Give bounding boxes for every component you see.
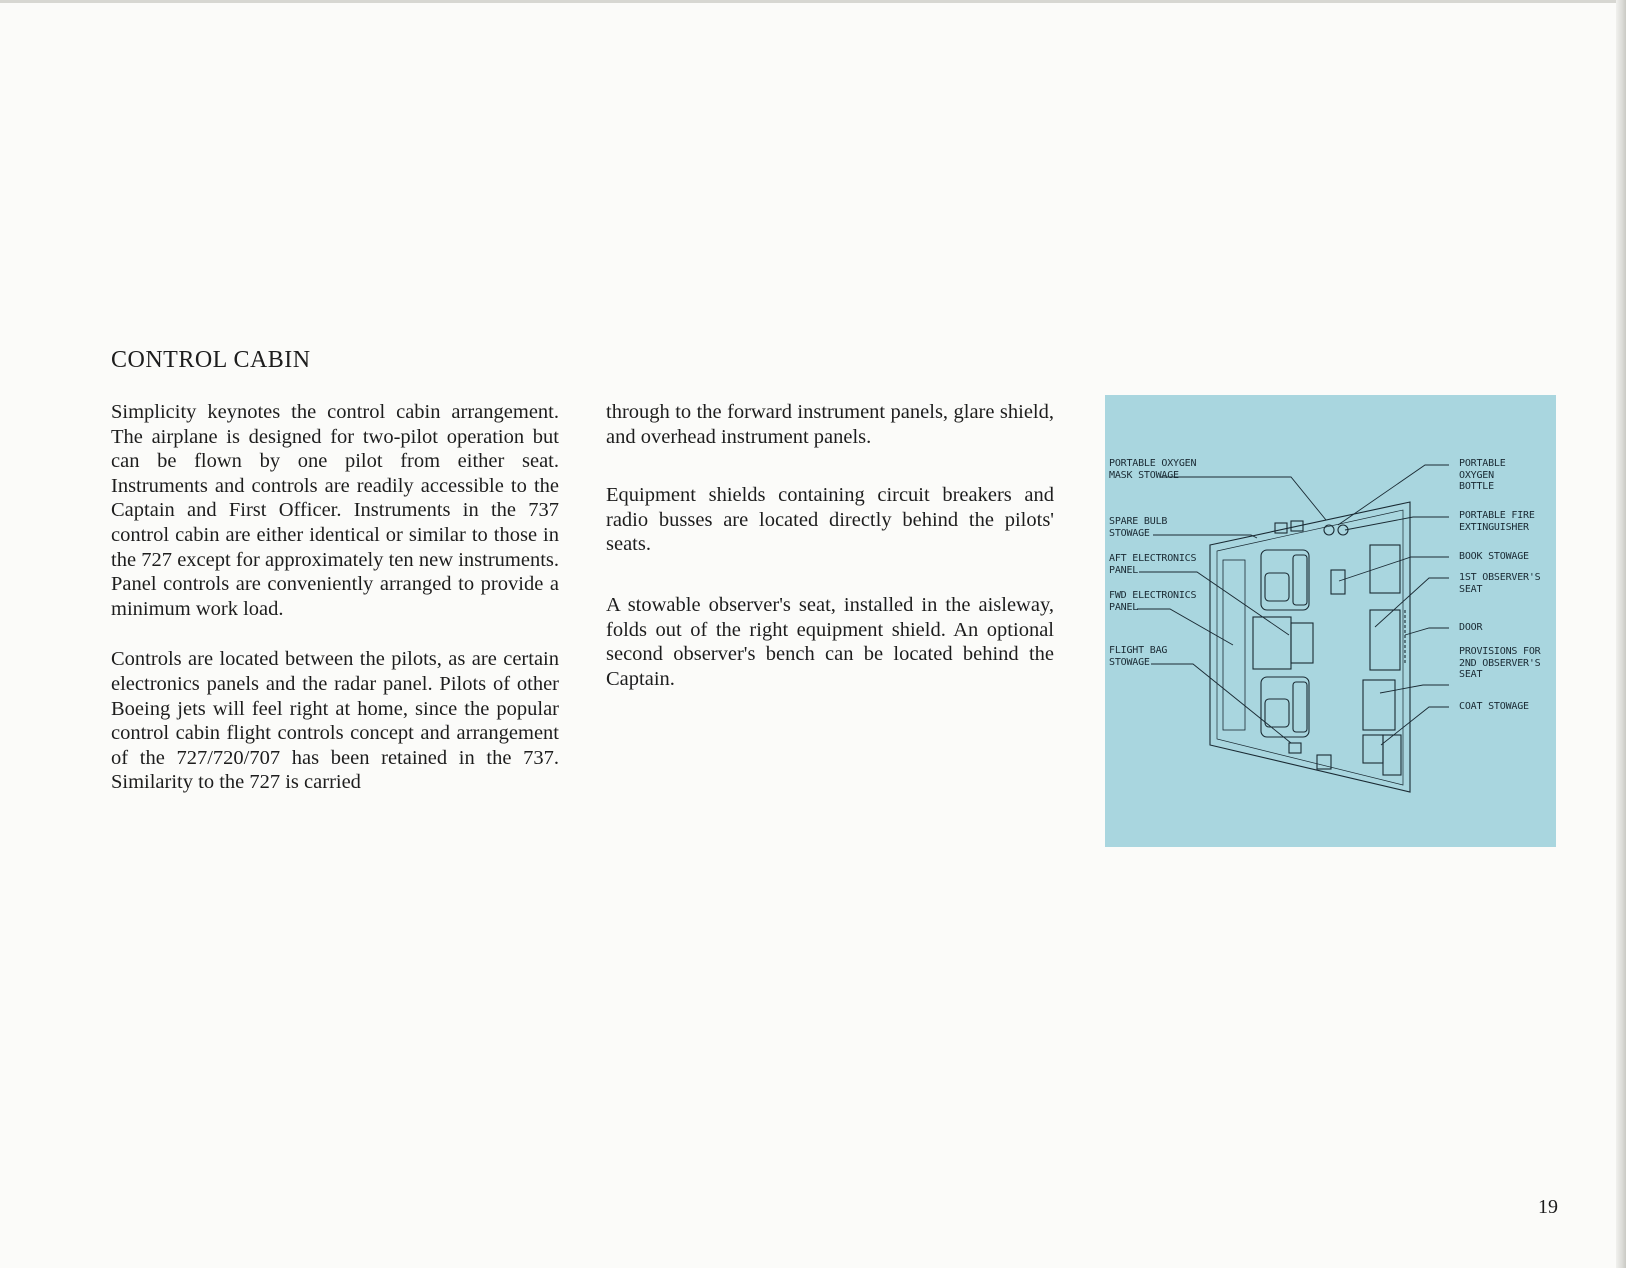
leader-coat	[1381, 707, 1449, 745]
book-stowage-box	[1331, 570, 1345, 594]
page-number: 19	[1538, 1196, 1558, 1218]
coat-stowage-box	[1363, 735, 1383, 763]
flight-bag-box	[1289, 743, 1301, 753]
page-binding-edge	[1616, 0, 1626, 1268]
label-portable-oxygen-mask: PORTABLE OXYGEN MASK STOWAGE	[1109, 458, 1197, 481]
center-pedestal	[1291, 623, 1313, 663]
pilot-seat-first-officer	[1261, 677, 1309, 737]
paragraph-controls: Controls are located between the pilots, as are certain electronics panels and the radar panel. Pilots of other Boeing jets will feel right at home, since the popular control cabin flight controls concept and arrangement of the 727/720/707 has been retained in the 737. Similarity to the 727 is carried	[111, 648, 559, 794]
paragraph-instrument-panels: through to the forward instrument panels, glare shield, and overhead instrument panels.	[606, 401, 1054, 448]
leader-oxygen-mask	[1160, 477, 1326, 520]
section-title: CONTROL CABIN	[111, 347, 311, 373]
pilot-seat-fo-cushion	[1265, 699, 1289, 727]
right-equipment-shield-mid	[1370, 610, 1400, 670]
paragraph-observer-seat: A stowable observer's seat, installed in the aisleway, folds out of the right equipment shield. An optional second observer's bench can be located behind the Captain.	[606, 593, 1054, 690]
leader-oxygen-bottle	[1338, 465, 1449, 525]
instrument-panel	[1223, 560, 1245, 730]
leader-flight-bag	[1151, 664, 1291, 743]
bulb-stowage-box	[1275, 523, 1287, 533]
right-equipment-shield-lower	[1363, 680, 1395, 730]
label-flight-bag: FLIGHT BAG STOWAGE	[1109, 645, 1168, 668]
pilot-seat-fo-back	[1293, 682, 1307, 732]
label-provisions-second-observer: PROVISIONS FOR 2ND OBSERVER'S SEAT	[1459, 646, 1541, 680]
label-portable-fire-extinguisher: PORTABLE FIRE EXTINGUISHER	[1459, 510, 1535, 533]
label-portable-oxygen-bottle: PORTABLE OXYGEN BOTTLE	[1459, 458, 1506, 492]
label-door: DOOR	[1459, 622, 1483, 633]
text-column-left	[111, 400, 559, 795]
label-first-observer-seat: 1ST OBSERVER'S SEAT	[1459, 572, 1541, 595]
leader-spare-bulb	[1153, 535, 1257, 538]
pilot-seat-captain-cushion	[1265, 573, 1289, 601]
paragraph-simplicity: Simplicity keynotes the control cabin arrangement. The airplane is designed for two-pilot operation but can be flown by one pilot from either seat. Instruments and controls are readily accessible to the Captain and First Officer. Instruments in the 737 control cabin are either identical or similar to those in the 727 except for approximately ten new instruments. Panel controls are conveniently arranged to provide a minimum work load.	[111, 401, 559, 620]
label-fwd-electronics: FWD ELECTRONICS PANEL	[1109, 590, 1197, 613]
leader-fwd-electronics	[1137, 609, 1233, 645]
leader-first-observer	[1375, 578, 1449, 627]
paragraph-equipment-shields: Equipment shields containing circuit breakers and radio busses are located directly behind the pilots' seats.	[606, 484, 1054, 556]
control-cabin-diagram	[1105, 395, 1556, 847]
label-coat-stowage: COAT STOWAGE	[1459, 701, 1529, 712]
label-aft-electronics: AFT ELECTRONICS PANEL	[1109, 553, 1197, 576]
leader-book-stowage	[1339, 557, 1449, 581]
leader-door	[1405, 628, 1449, 635]
page-top-edge	[0, 0, 1626, 3]
aft-electronics-console	[1253, 617, 1291, 669]
text-column-middle	[606, 400, 1054, 691]
leader-fire-extinguisher	[1345, 517, 1449, 530]
label-book-stowage: BOOK STOWAGE	[1459, 551, 1529, 562]
leader-provisions	[1380, 685, 1449, 693]
label-spare-bulb: SPARE BULB STOWAGE	[1109, 516, 1168, 539]
pilot-seat-captain-back	[1293, 555, 1307, 605]
